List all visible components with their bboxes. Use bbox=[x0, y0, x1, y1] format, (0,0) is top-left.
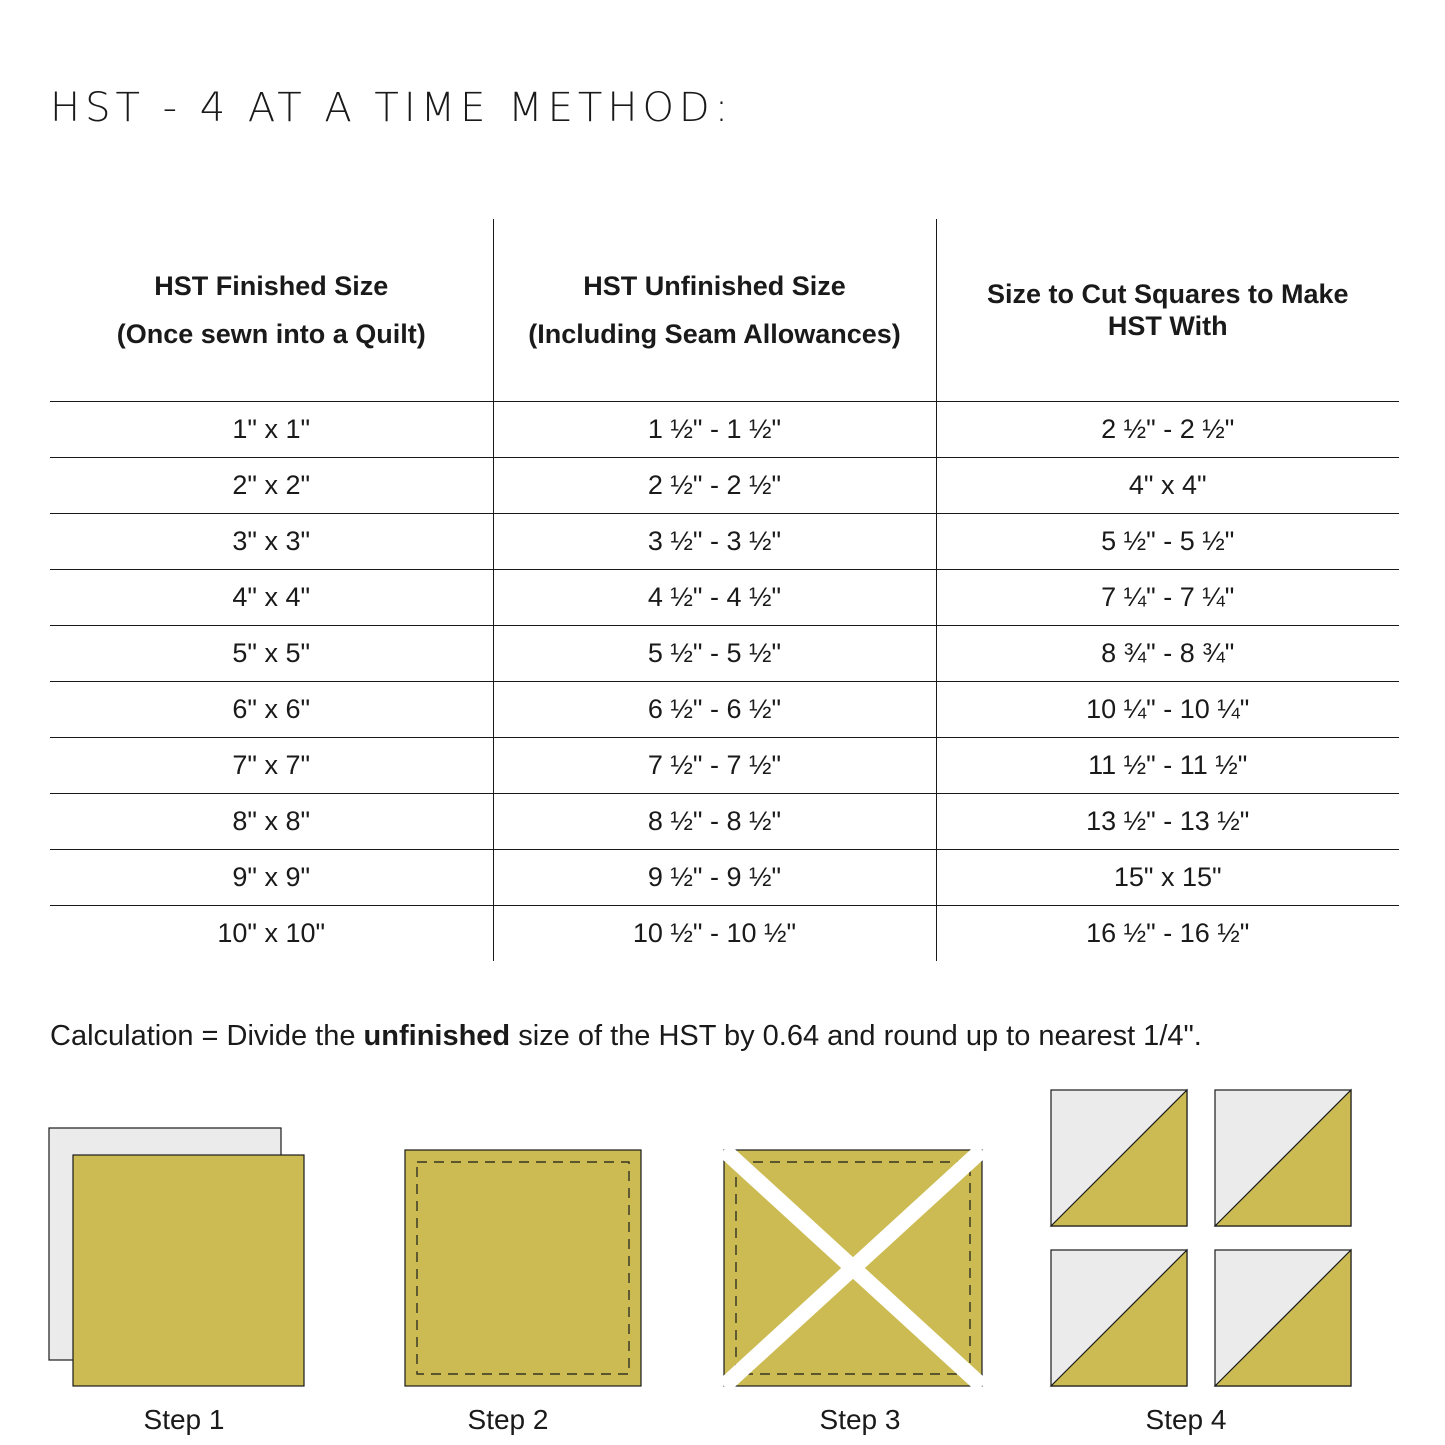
header-unfinished-size bbox=[493, 219, 936, 402]
cell-unfinished: 1 ½" - 1 ½" bbox=[493, 402, 936, 458]
calc-emphasis: unfinished bbox=[363, 1020, 511, 1052]
gold-fabric-square bbox=[73, 1155, 304, 1386]
table-row bbox=[50, 682, 1399, 738]
step-label: Step 4 bbox=[1145, 1404, 1227, 1435]
cell-finished: 10" x 10" bbox=[217, 918, 326, 948]
cell-cut: 2 ½" - 2 ½" bbox=[936, 402, 1399, 458]
cell-finished: 7" x 7" bbox=[50, 738, 493, 794]
hst-unit bbox=[1215, 1250, 1351, 1386]
cell-finished: 5" x 5" bbox=[50, 626, 493, 682]
hst-size-table bbox=[50, 219, 1399, 961]
cell-unfinished: 7 ½" - 7 ½" bbox=[493, 738, 936, 794]
cell-cut: 4" x 4" bbox=[936, 458, 1399, 514]
calc-text-after: size of the HST by 0.64 and round up to nearest 1/4". bbox=[510, 1020, 1202, 1052]
hst-unit bbox=[1051, 1250, 1187, 1386]
cell-cut: 8 ¾" - 8 ¾" bbox=[936, 626, 1399, 682]
cell-unfinished: 9 ½" - 9 ½" bbox=[493, 850, 936, 906]
table-header-row bbox=[50, 219, 1399, 402]
cell-unfinished: 3 ½" - 3 ½" bbox=[493, 514, 936, 570]
calc-text-before: Calculation = Divide the bbox=[50, 1020, 364, 1052]
header-line: HST Unfinished Size bbox=[583, 271, 846, 301]
step2-sewn-square bbox=[405, 1150, 641, 1386]
header-line: (Including Seam Allowances) bbox=[528, 319, 901, 349]
cell-finished: 9" x 9" bbox=[50, 850, 493, 906]
table-row bbox=[50, 402, 1399, 458]
cell-finished: 2" x 2" bbox=[50, 458, 493, 514]
cell-cut: 7 ¼" - 7 ¼" bbox=[936, 570, 1399, 626]
header-line: HST With bbox=[1107, 311, 1228, 341]
header-line: HST Finished Size bbox=[154, 271, 389, 301]
step-label: Step 1 bbox=[143, 1404, 225, 1435]
table-row bbox=[50, 458, 1399, 514]
cell-finished: 4" x 4" bbox=[50, 570, 493, 626]
header-line: Size to Cut Squares to Make bbox=[986, 279, 1349, 309]
gold-fabric-square bbox=[405, 1150, 641, 1386]
page-title: HST - 4 AT A TIME METHOD: bbox=[50, 85, 734, 131]
hst-unit bbox=[1215, 1090, 1351, 1226]
table-row bbox=[50, 570, 1399, 626]
header-finished-size bbox=[50, 219, 493, 402]
cell-unfinished: 5 ½" - 5 ½" bbox=[493, 626, 936, 682]
cell-unfinished: 10 ½" - 10 ½" bbox=[493, 906, 936, 962]
header-cut-size bbox=[936, 219, 1399, 402]
table-row bbox=[50, 906, 1399, 962]
cell-unfinished: 4 ½" - 4 ½" bbox=[493, 570, 936, 626]
cell-cut: 15" x 15" bbox=[936, 850, 1399, 906]
cell-cut: 10 ¼" - 10 ¼" bbox=[936, 682, 1399, 738]
hst-unit bbox=[1051, 1090, 1187, 1226]
step4-hst-units bbox=[1051, 1090, 1351, 1386]
step-label: Step 3 bbox=[819, 1404, 901, 1435]
table-row bbox=[50, 514, 1399, 570]
cell-cut: 16 ½" - 16 ½" bbox=[936, 906, 1399, 962]
step1-squares bbox=[49, 1128, 304, 1386]
header-line: (Once sewn into a Quilt) bbox=[116, 319, 426, 349]
cell-cut: 11 ½" - 11 ½" bbox=[936, 738, 1399, 794]
cell-unfinished: 2 ½" - 2 ½" bbox=[493, 458, 936, 514]
cell-cut: 5 ½" - 5 ½" bbox=[936, 514, 1399, 570]
table-row bbox=[50, 794, 1399, 850]
cell-cut: 13 ½" - 13 ½" bbox=[936, 794, 1399, 850]
cell-finished: 8" x 8" bbox=[50, 794, 493, 850]
cell-unfinished: 8 ½" - 8 ½" bbox=[493, 794, 936, 850]
step-label: Step 2 bbox=[467, 1404, 549, 1435]
cell-unfinished: 6 ½" - 6 ½" bbox=[493, 682, 936, 738]
steps-illustration bbox=[0, 1080, 1445, 1390]
table-row bbox=[50, 626, 1399, 682]
table-row bbox=[50, 850, 1399, 906]
calculation-note bbox=[50, 1020, 1202, 1053]
cell-finished: 1" x 1" bbox=[50, 402, 493, 458]
step3-cut-square bbox=[724, 1150, 982, 1386]
cell-finished: 6" x 6" bbox=[50, 682, 493, 738]
table-row bbox=[50, 738, 1399, 794]
cell-finished: 3" x 3" bbox=[50, 514, 493, 570]
